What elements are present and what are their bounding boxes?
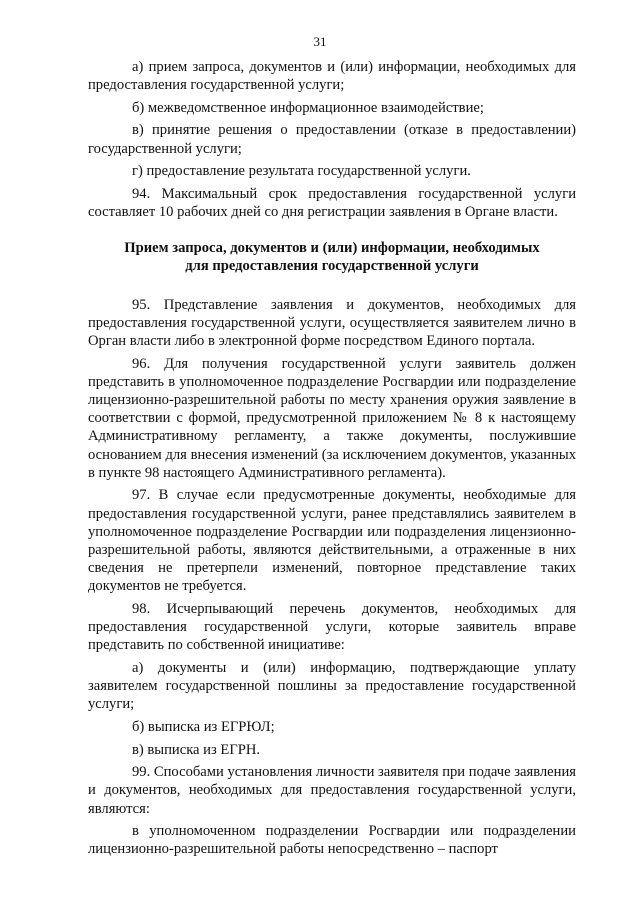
paragraph: г) предоставление результата государственной услуги. [132,163,471,180]
paragraph: в) принятие решения о предоставлении (отказе в предоставлении) государственной услуги; [88,122,576,157]
paragraph: в) выписка из ЕГРН. [132,741,261,758]
paragraph: 95. Представление заявления и документов, необходимых для предоставления государственной услуги, осуществляется заявителем лично в Орган власти либо в электронной форме посредством Единого портала. [88,296,576,349]
paragraph: 96. Для получения государственной услуги заявитель должен представить в уполномоченное подразделение Росгвардии или подразделение лицензионно-разрешительной работы по месту хранения оружия заявление в соответствии с формой, предусмотренной приложением № 8 к настоящему Административному регламенту, а также документы, послужившие основанием для внесения изменений (за исключением документов, указанных в пункте 98 настоящего Административного регламента). [88,355,576,481]
paragraph: 98. Исчерпывающий перечень документов, необходимых для предоставления государственной услуги, которые заявитель вправе представить по собственной инициативе: [88,601,576,654]
section-heading [88,239,576,275]
paragraph: б) выписка из ЕГРЮЛ; [132,719,275,736]
paragraph: 97. В случае если предусмотренные документы, необходимые для предоставления государственной услуги, ранее представлялись заявителем в уполномоченное подразделение Росгвардии или подразделения лицензионно-разрешительной работы, являются действительными, а отраженные в них сведения не претерпели изменений, повторное представление таких документов не требуется. [88,487,576,595]
section-heading-line: Прием запроса, документов и (или) информации, необходимых [124,240,540,257]
paragraph: 99. Способами установления личности заявителя при подаче заявления и документов, необходимых для предоставления государственной услуги, являются: [88,764,576,817]
page-number: 31 [313,34,327,49]
paragraph: 94. Максимальный срок предоставления государственной услуги составляет 10 рабочих дней со дня регистрации заявления в Органе власти. [88,185,576,220]
section-heading-line: для предоставления государственной услуги [185,258,479,275]
paragraph: а) прием запроса, документов и (или) информации, необходимых для предоставления государственной услуги; [88,59,576,94]
paragraph: в уполномоченном подразделении Росгвардии или подразделении лицензионно-разрешительной работы непосредственно – паспорт [88,823,576,858]
paragraph: б) межведомственное информационное взаимодействие; [132,99,484,116]
paragraph: а) документы и (или) информацию, подтверждающие уплату заявителем государственной пошлины за предоставление государственной услуги; [88,660,576,713]
document-body [88,58,576,863]
